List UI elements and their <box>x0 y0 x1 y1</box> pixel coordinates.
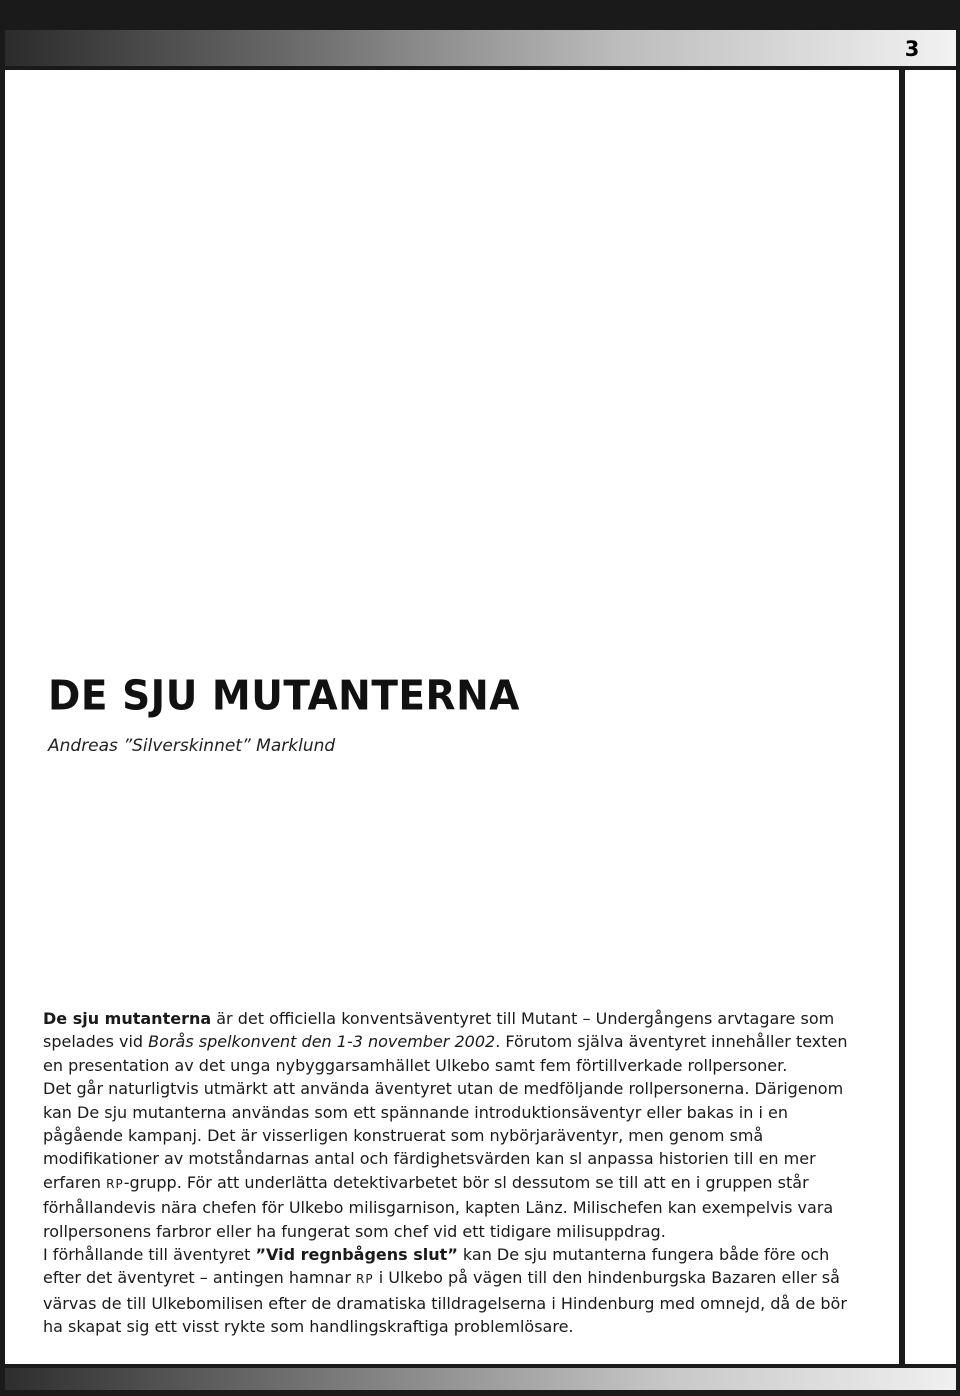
relation-abbr: RP <box>356 1272 374 1287</box>
page-number: 3 <box>904 37 920 61</box>
usage-text-2: -grupp. För att underlätta detektivarbetet bör sl dessutom se till att en i gruppen står förhållandevis nära chefen för Ulkebo milisgarnison, kapten Länz. Milischefen kan exempelvis vara rollpersonens farbror eller ha fungerat som chef vid ett tidigare milisuppdrag. <box>43 1172 834 1241</box>
right-margin-rule <box>899 66 905 1366</box>
usage-abbr: RP <box>106 1176 124 1191</box>
paragraph-relation <box>43 1243 868 1339</box>
relation-text-2: kan De sju mutanterna fungera både före och efter det äventyret – antingen hamnar <box>43 1245 830 1288</box>
paragraph-intro <box>43 1007 868 1077</box>
intro-event: Borås spelkonvent den 1-3 november 2002 <box>148 1032 496 1052</box>
relation-text-1: I förhållande till äventyret <box>43 1245 256 1265</box>
header-gradient <box>5 30 956 66</box>
relation-text-3: i Ulkebo på vägen till den hindenburgska Bazaren eller så värvas de till Ulkebomilisen efter de dramatiska tilldragelserna i Hindenburg med omnejd, då de bör ha skapat sig ett visst rykte som handlingskraftiga problemlösare. <box>43 1268 847 1337</box>
usage-text-1: Det går naturligtvis utmärkt att använda äventyret utan de medföljande rollpersonerna. Därigenom kan De sju mutanterna användas som ett spännande introduktionsäventyr eller bakas in i en pågående kampanj. Det är visserligen konstruerat som nybörjaräventyr, men genom små modifikationer av motståndarnas antal och färdighetsvärden kan sl anpassa historien till en mer erfaren <box>43 1079 844 1192</box>
paragraph-usage <box>43 1077 868 1243</box>
article-author: Andreas ”Silverskinnet” Marklund <box>48 736 336 756</box>
article-title: DE SJU MUTANTERNA <box>48 672 520 721</box>
intro-text-1: är det officiella konventsäventyret till Mutant – Undergångens arvtagare som spelades vid <box>43 1009 835 1052</box>
article-body <box>43 1007 868 1339</box>
footer-gradient <box>5 1368 956 1390</box>
relation-bold-ref: ”Vid regnbågens slut” <box>255 1245 458 1265</box>
intro-text-2: . Förutom själva äventyret innehåller texten en presentation av det unga nybyggarsamhället Ulkebo samt fem förtillverkade rollpersoner. <box>43 1032 848 1075</box>
intro-bold-lead: De sju mutanterna <box>43 1009 212 1028</box>
